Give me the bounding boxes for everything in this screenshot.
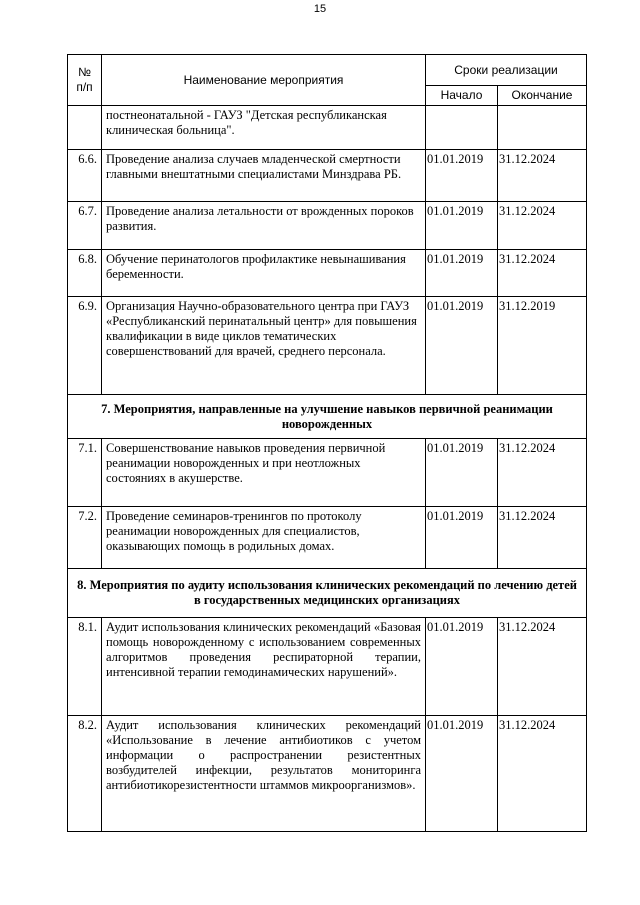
row-number: 7.2.	[68, 507, 102, 569]
activity-name: Проведение семинаров-тренингов по протоколу реанимации новорожденных для специалистов, оказывающих помощь в родильных домах.	[102, 507, 426, 569]
table-row	[68, 618, 587, 716]
header-end: Окончание	[498, 86, 587, 106]
table-row	[68, 250, 587, 297]
start-date: 01.01.2019	[426, 439, 498, 507]
row-number: 7.1.	[68, 439, 102, 507]
header-activity-name: Наименование мероприятия	[102, 55, 426, 106]
end-date: 31.12.2024	[498, 618, 587, 716]
start-date: 01.01.2019	[426, 250, 498, 297]
table-row	[68, 297, 587, 395]
end-date: 31.12.2024	[498, 439, 587, 507]
row-number: 8.2.	[68, 716, 102, 832]
activity-name: Совершенствование навыков проведения первичной реанимации новорожденных и при неотложных состояниях в акушерстве.	[102, 439, 426, 507]
activity-name: Проведение анализа летальности от врожденных пороков развития.	[102, 202, 426, 250]
start-date: 01.01.2019	[426, 202, 498, 250]
table-row	[68, 202, 587, 250]
activities-table	[67, 54, 587, 832]
start-date: 01.01.2019	[426, 150, 498, 202]
end-date: 31.12.2024	[498, 202, 587, 250]
page-number: 15	[313, 3, 327, 15]
table-row	[68, 150, 587, 202]
section-7-heading: 7. Мероприятия, направленные на улучшение навыков первичной реанимации новорожденных	[68, 395, 587, 439]
header-start: Начало	[426, 86, 498, 106]
activity-name: Аудит использования клинических рекомендаций «Использование в лечение антибиотиков с учетом информации о распространении резистентных возбудителей инфекции, результатов мониторинга антибиотикорезистентности штаммов микроорганизмов».	[102, 716, 426, 832]
activity-name: Аудит использования клинических рекомендаций «Базовая помощь новорожденному с использованием современных алгоритмов проведения респираторной терапии, интенсивной терапии гемодинамических нарушений».	[102, 618, 426, 716]
header-number: № п/п	[68, 55, 102, 106]
row-end-cell	[498, 106, 587, 150]
activity-name: Проведение анализа случаев младенческой смертности главными внештатными специалистами Минздрава РБ.	[102, 150, 426, 202]
table-row	[68, 716, 587, 832]
continuation-text: постнеонатальной - ГАУЗ "Детская республиканская клиническая больница".	[102, 106, 426, 150]
end-date: 31.12.2024	[498, 150, 587, 202]
table-row	[68, 106, 587, 150]
row-number: 6.8.	[68, 250, 102, 297]
end-date: 31.12.2024	[498, 250, 587, 297]
end-date: 31.12.2024	[498, 716, 587, 832]
row-number: 8.1.	[68, 618, 102, 716]
row-number-cell	[68, 106, 102, 150]
start-date: 01.01.2019	[426, 716, 498, 832]
row-number: 6.9.	[68, 297, 102, 395]
start-date: 01.01.2019	[426, 297, 498, 395]
row-number: 6.6.	[68, 150, 102, 202]
row-number: 6.7.	[68, 202, 102, 250]
start-date: 01.01.2019	[426, 507, 498, 569]
activity-name: Организация Научно-образовательного центра при ГАУЗ «Республиканский перинатальный центр» для повышения квалификации в виде циклов тематических совершенствований для врачей, среднего персонала.	[102, 297, 426, 395]
table-row	[68, 507, 587, 569]
table-row	[68, 439, 587, 507]
start-date: 01.01.2019	[426, 618, 498, 716]
row-start-cell	[426, 106, 498, 150]
end-date: 31.12.2019	[498, 297, 587, 395]
header-implementation-period: Сроки реализации	[426, 55, 587, 86]
end-date: 31.12.2024	[498, 507, 587, 569]
section-8-heading: 8. Мероприятия по аудиту использования клинических рекомендаций по лечению детей в государственных медицинских организациях	[68, 569, 587, 618]
activity-name: Обучение перинатологов профилактике невынашивания беременности.	[102, 250, 426, 297]
